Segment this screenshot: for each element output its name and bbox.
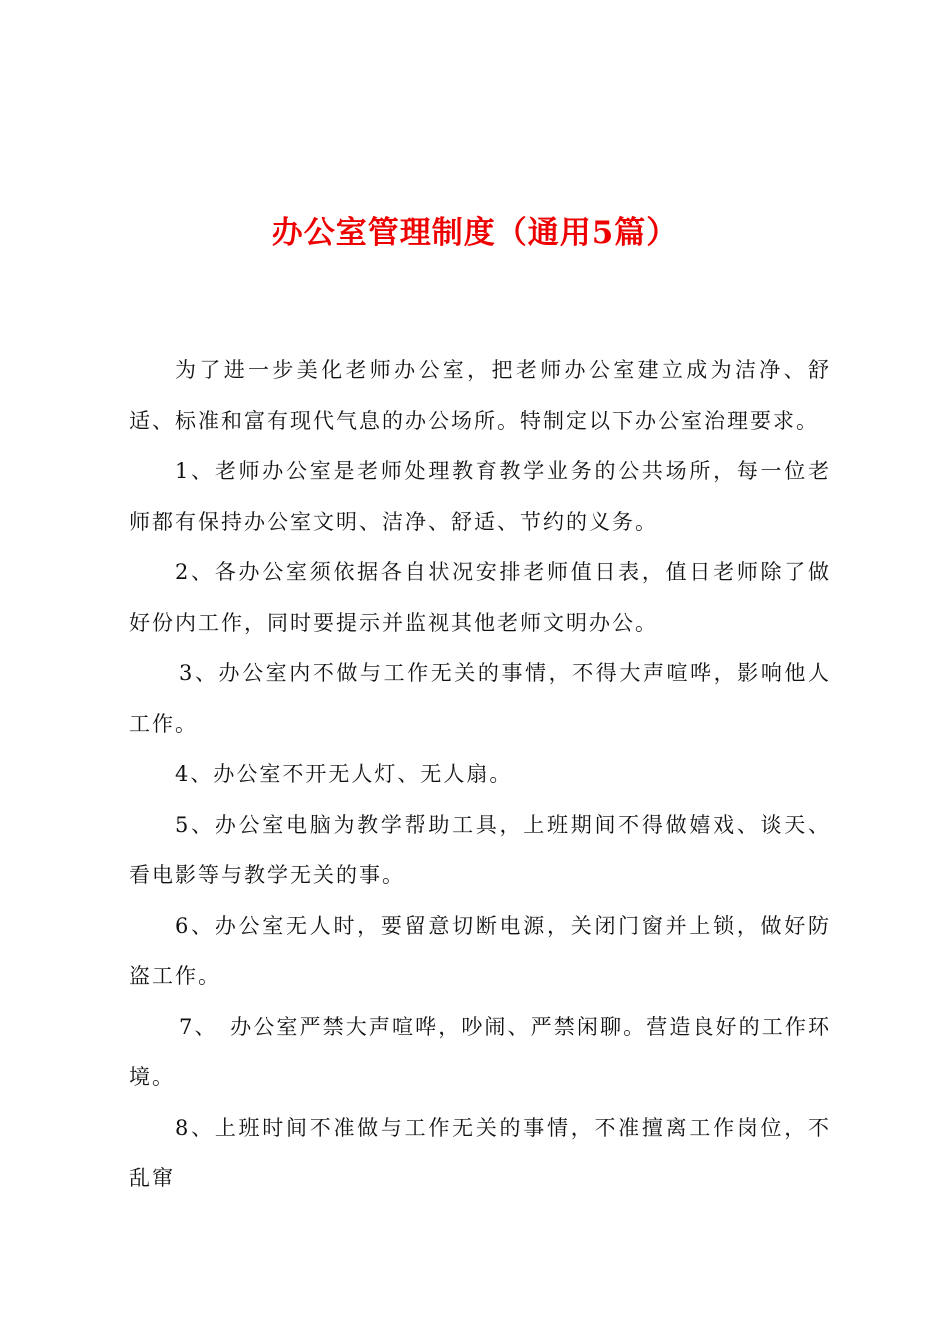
paragraph-rule-4: 4、办公室不开无人灯、无人扇。 — [175, 762, 513, 786]
paragraph-rule-1: 1、老师办公室是老师处理教育教学业务的公共场所，每一位老师都有保持办公室文明、洁净、舒适、节约的义务。 — [129, 459, 831, 534]
document-title: 办公室管理制度（通用5篇） — [271, 215, 679, 251]
paragraph-rule-5: 5、办公室电脑为教学帮助工具，上班期间不得做嬉戏、谈天、看电影等与教学无关的事。 — [129, 812, 831, 887]
paragraph-intro: 为了进一步美化老师办公室，把老师办公室建立成为洁净、舒适、标准和富有现代气息的办公场所。特制定以下办公室治理要求。 — [129, 358, 831, 433]
paragraph-rule-8: 8、上班时间不准做与工作无关的事情，不准擅离工作岗位，不乱窜 — [129, 1115, 831, 1190]
paragraph-rule-7: 7、 办公室严禁大声喧哗，吵闹、严禁闲聊。营造良好的工作环境。 — [129, 1014, 831, 1089]
paragraph-rule-6: 6、办公室无人时，要留意切断电源，关闭门窗并上锁，做好防盗工作。 — [129, 913, 831, 988]
document-body — [129, 345, 831, 1204]
paragraph-rule-3: 3、办公室内不做与工作无关的事情，不得大声喧哗，影响他人工作。 — [129, 661, 831, 736]
paragraph-rule-2: 2、各办公室须依据各自状况安排老师值日表，值日老师除了做好份内工作，同时要提示并监视其他老师文明办公。 — [129, 560, 831, 635]
